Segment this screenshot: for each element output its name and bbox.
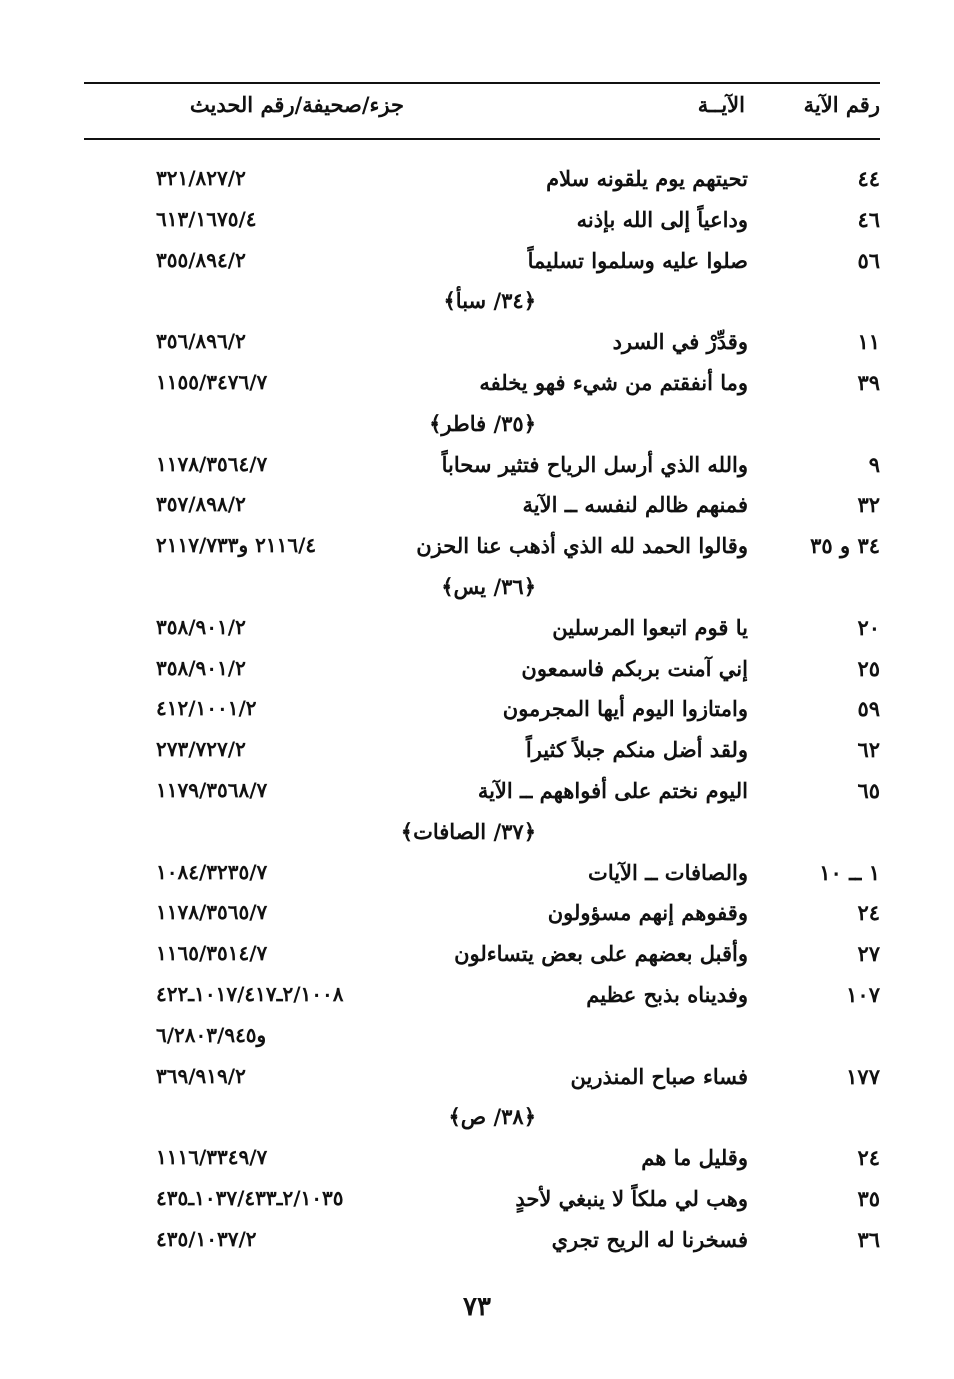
ayah-text: إني آمنت بربكم فاسمعون [521,655,748,681]
hadith-reference: ١٠٨٤/٣٢٣٥/٧ [156,859,268,884]
ayah-text: فمنهم ظالم لنفسه ــ الآية [522,492,748,518]
ayah-text: وما أنفقتم من شيء فهو يخلفه [479,369,748,395]
table-row [84,939,880,980]
table-row [84,898,880,939]
ayah-text: صلوا عليه وسلموا تسليماً [527,247,748,273]
ayah-text: تحيتهم يوم يلقونه سلام [546,166,748,191]
ayah-number: ٢٧ [857,941,880,967]
ayah-text: ولقد أضل منكم جبلاً كثيراً [525,737,748,763]
page-number: ٧٣ [463,1292,491,1322]
table-row [84,368,880,409]
ayah-number: ٣٥ [857,1185,880,1211]
ayah-number: ٣٢ [857,492,880,518]
table-row [84,246,880,287]
ayah-text: والله الذي أرسل الرياح فتثير سحاباً [441,451,748,477]
hadith-reference: ١١٥٥/٣٤٧٦/٧ [156,369,268,394]
hadith-reference: ٣٥٦/٨٩٦/٢ [156,329,246,354]
hadith-reference: ٣٥٧/٨٩٨/٢ [156,492,246,517]
hadith-reference: ٤١٢/١٠٠١/٢ [156,696,257,721]
ayah-text: فساء صباح المنذرين [570,1063,748,1089]
ayah-number: ٥٩ [857,696,880,722]
table-row [84,858,880,899]
ayah-text: وفديناه بذبح عظيم [586,981,748,1007]
hadith-reference: ١١١٦/٣٣٤٩/٧ [156,1145,268,1170]
ayah-number: ٩ [868,451,880,477]
surah-heading-row [84,286,880,327]
table-row [84,1062,880,1103]
header-ayah-number: رقم الآية [803,92,880,117]
ayah-text: وهب لي ملكاً لا ينبغي لأحدٍ [515,1185,748,1211]
table-row [84,1225,880,1266]
surah-heading-row [84,409,880,450]
hadith-reference: ٢١١٦/٤ و٢١١٧/٧٣٣ [156,533,317,558]
ayah-text: والصافات ــ الآيات [588,859,748,885]
table-header [84,88,880,132]
ayah-text: وأقبل بعضهم على بعض يتساءلون [454,941,748,967]
ayah-number: ٢٤ [857,900,880,926]
surah-heading-row [84,1102,880,1143]
hadith-reference: ٣٢١/٨٢٧/٢ [156,166,246,190]
ayah-text: يا قوم اتبعوا المرسلين [552,614,748,640]
hadith-reference: ٣٦٩/٩١٩/٢ [156,1063,246,1088]
surah-title: ﴿٣٨/ ص﴾ [448,1104,536,1130]
table-row [84,980,880,1021]
hadith-reference: ٢٧٣/٧٢٧/٢ [156,737,246,762]
top-rule [84,82,880,84]
ayah-number: ٤٤ [857,166,880,191]
hadith-reference: ١١٧٨/٣٥٦٥/٧ [156,900,268,925]
ayah-number: ٦٥ [857,777,880,803]
hadith-reference: ١١٦٥/٣٥١٤/٧ [156,941,268,966]
header-rule [84,138,880,140]
table-row [84,613,880,654]
ayah-text: وقفوهم إنهم مسؤولون [547,900,748,926]
surah-title: ﴿٣٥/ فاطر﴾ [429,410,536,436]
table-row [84,327,880,368]
table-row [84,735,880,776]
hadith-reference: و٦/٢٨٠٣/٩٤٥ [156,1022,267,1047]
table-row [84,1184,880,1225]
surah-heading-row [84,572,880,613]
table-row [84,654,880,695]
ayah-number: ٦٢ [857,737,880,763]
surah-heading-row [84,817,880,858]
table-row [84,694,880,735]
surah-title: ﴿٣٦/ يس﴾ [441,573,536,599]
table-row [84,164,880,205]
index-table [84,164,880,1266]
hadith-reference: ٣٥٨/٩٠١/٢ [156,655,246,680]
hadith-reference: ٢/١٠٠٨ـ١٠١٧/٤١٧ـ٤٢٢ [156,981,344,1006]
ayah-number: ١ ــ ١٠ [819,859,880,885]
ayah-number: ١٧٧ [846,1063,880,1089]
surah-title: ﴿٣٤/ سبأ﴾ [443,288,536,314]
hadith-reference: ٣٥٨/٩٠١/٢ [156,614,246,639]
ayah-number: ٢٤ [857,1145,880,1171]
table-row [84,450,880,491]
table-row [84,776,880,817]
ayah-text: وقليل ما هم [641,1145,748,1171]
table-row [84,531,880,572]
ayah-number: ٣٤ و ٣٥ [810,533,880,559]
ayah-text: فسخرنا له الريح تجري [551,1226,748,1252]
table-row [84,205,880,246]
hadith-reference: ٣٥٥/٨٩٤/٢ [156,247,246,272]
ayah-number: ٢٥ [857,655,880,681]
hadith-reference: ٤٣٥/١٠٣٧/٢ [156,1226,257,1251]
ayah-number: ٤٦ [857,206,880,232]
surah-title: ﴿٣٧/ الصافات﴾ [400,818,536,844]
ayah-number: ١٠٧ [846,981,880,1007]
ayah-text: وقالوا الحمد لله الذي أذهب عنا الحزن [416,533,748,559]
hadith-reference: ٦١٣/١٦٧٥/٤ [156,206,257,231]
ayah-text: وقدِّرْ في السرد [612,329,748,355]
ayah-number: ٢٠ [857,614,880,640]
header-ayah-text: الآيــة [697,92,745,117]
table-row [84,490,880,531]
table-row [84,1021,880,1062]
table-row [84,1143,880,1184]
ayah-text: وامتازوا اليوم أيها المجرمون [502,696,748,722]
header-hadith-reference: جزء/صحيفة/رقم الحديث [189,92,404,117]
ayah-text: اليوم نختم على أفواههم ــ الآية [477,777,748,803]
ayah-number: ٣٦ [857,1226,880,1252]
ayah-number: ٥٦ [857,247,880,273]
hadith-reference: ٢/١٠٣٥ـ١٠٣٧/٤٣٣ـ٤٣٥ [156,1185,344,1210]
ayah-number: ٣٩ [857,369,880,395]
hadith-reference: ١١٧٨/٣٥٦٤/٧ [156,451,268,476]
ayah-text: وداعياً إلى الله بإذنه [576,206,748,232]
ayah-number: ١١ [857,329,880,355]
hadith-reference: ١١٧٩/٣٥٦٨/٧ [156,777,268,802]
